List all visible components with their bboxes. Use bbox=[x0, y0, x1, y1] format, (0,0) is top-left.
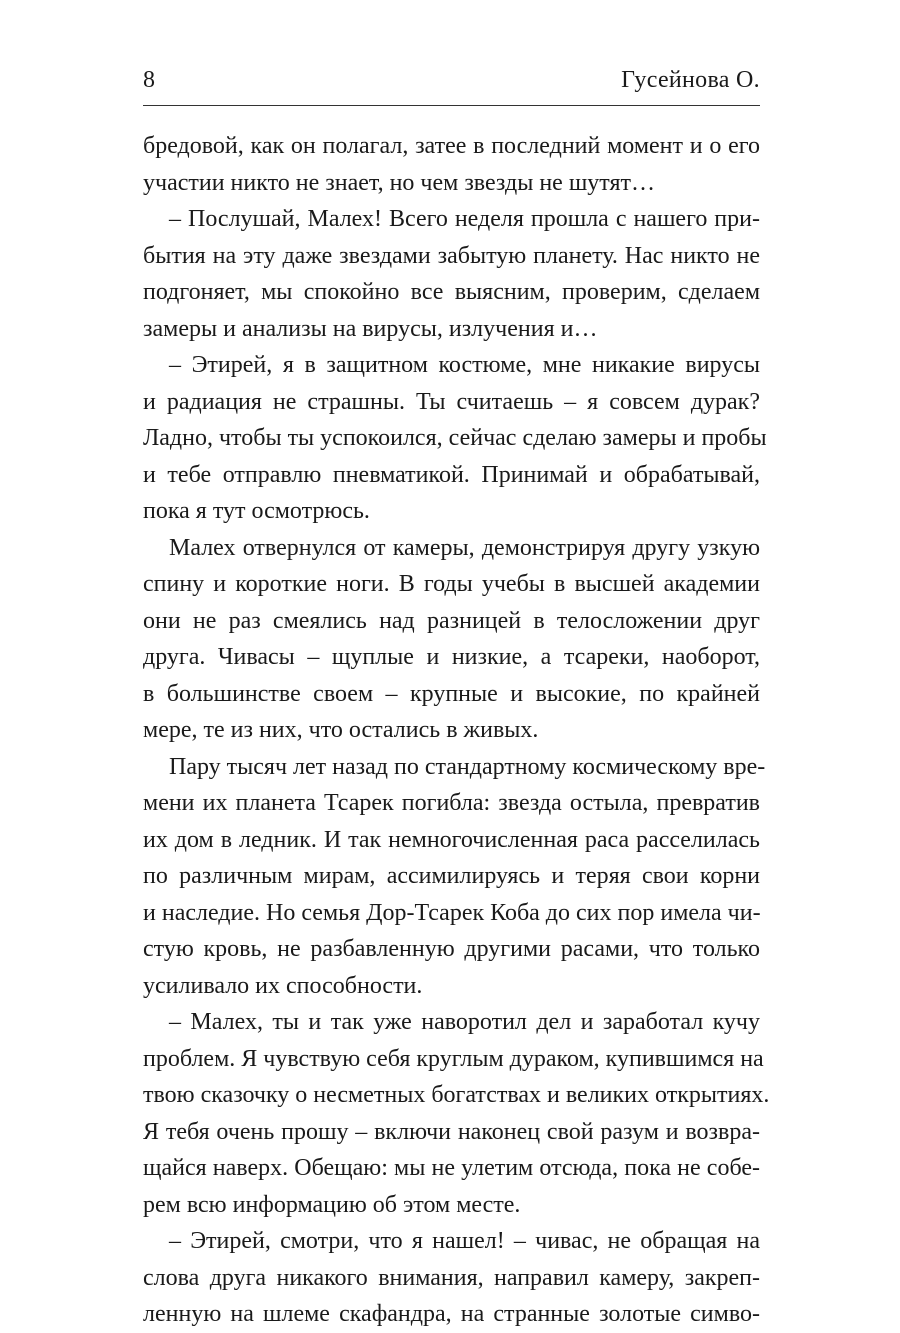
text-line: Малех отвернулся от камеры, демонстрируя другу узкую bbox=[169, 534, 760, 561]
text-line: усиливало их способности. bbox=[143, 972, 423, 999]
text-line: Пару тысяч лет назад по стандартному космическому вре- bbox=[169, 753, 766, 780]
text-line: и тебе отправлю пневматикой. Принимай и обрабатывай, bbox=[143, 461, 760, 488]
page-header bbox=[143, 62, 760, 98]
text-line: по различным мирам, ассимилируясь и теряя свои корни bbox=[143, 863, 760, 889]
text-line: мени их планета Тсарек погибла: звезда остыла, превратив bbox=[143, 790, 760, 816]
body-text bbox=[143, 128, 770, 1333]
text-line: и радиация не страшны. Ты считаешь – я совсем дурак? bbox=[143, 388, 760, 415]
text-line: стую кровь, не разбавленную другими расами, что только bbox=[143, 936, 760, 962]
text-line: – Малех, ты и так уже наворотил дел и заработал кучу bbox=[169, 1009, 760, 1035]
text-line: они не раз смеялись над разницей в телосложении друг bbox=[143, 607, 760, 634]
text-line: их дом в ледник. И так немногочисленная раса расселилась bbox=[143, 826, 760, 853]
text-line: в большинстве своем – крупные и высокие, по крайней bbox=[143, 680, 760, 707]
header-rule bbox=[143, 105, 760, 106]
text-line: спину и короткие ноги. В годы учебы в высшей академии bbox=[143, 571, 760, 597]
text-line: рем всю информацию об этом месте. bbox=[143, 1191, 521, 1218]
text-line: – Послушай, Малех! Всего неделя прошла с нашего при- bbox=[169, 206, 760, 232]
running-head-author: Гусейнова О. bbox=[621, 67, 760, 93]
text-line: Ладно, чтобы ты успокоился, сейчас сделаю замеры и пробы bbox=[143, 425, 767, 451]
text-line: слова друга никакого внимания, направил камеру, закреп- bbox=[143, 1264, 760, 1291]
text-line: твою сказочку о несметных богатствах и великих открытиях. bbox=[143, 1082, 770, 1108]
text-line: Я тебя очень прошу – включи наконец свой разум и возвра- bbox=[143, 1118, 760, 1145]
text-line: участии никто не знает, но чем звезды не шутят… bbox=[143, 169, 655, 196]
text-line: бытия на эту даже звездами забытую планету. Нас никто не bbox=[143, 242, 760, 269]
text-line: пока я тут осмотрюсь. bbox=[143, 498, 370, 524]
text-line: бредовой, как он полагал, затее в последний момент и о его bbox=[143, 133, 760, 159]
text-line: мере, те из них, что остались в живых. bbox=[143, 717, 539, 743]
text-line: ленную на шлеме скафандра, на странные золотые симво- bbox=[143, 1301, 760, 1327]
text-line: и наследие. Но семья Дор-Тсарек Коба до сих пор имела чи- bbox=[143, 899, 761, 926]
text-line: – Этирей, я в защитном костюме, мне никакие вирусы bbox=[169, 352, 760, 378]
text-line: друга. Чивасы – щуплые и низкие, а тсареки, наоборот, bbox=[143, 644, 760, 670]
text-line: – Этирей, смотри, что я нашел! – чивас, не обращая на bbox=[169, 1228, 760, 1254]
text-line: щайся наверх. Обещаю: мы не улетим отсюда, пока не собе- bbox=[143, 1155, 760, 1181]
page-number: 8 bbox=[143, 67, 155, 93]
text-line: подгоняет, мы спокойно все выясним, проверим, сделаем bbox=[143, 279, 760, 305]
text-line: проблем. Я чувствую себя круглым дураком, купившимся на bbox=[143, 1045, 764, 1072]
text-line: замеры и анализы на вирусы, излучения и… bbox=[143, 315, 598, 342]
